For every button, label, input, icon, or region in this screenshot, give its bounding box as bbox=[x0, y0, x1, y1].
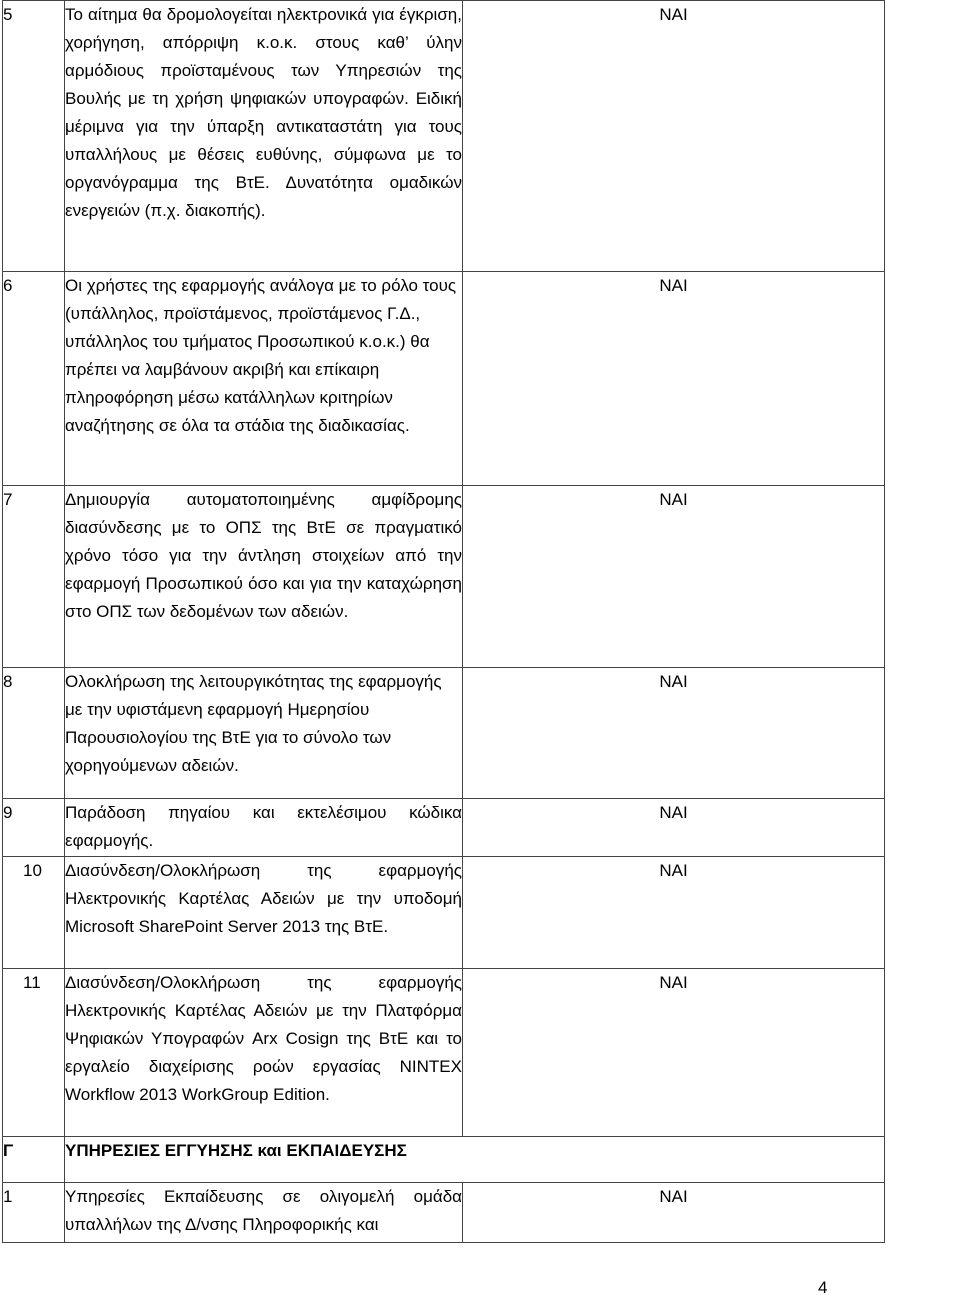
row-answer: ΝΑΙ bbox=[463, 969, 885, 1137]
row-description: Διασύνδεση/Ολοκλήρωση της εφαρμογής Ηλεκτρονικής Καρτέλας Αδειών με την Πλατφόρμα Ψηφιακών Υπογραφών Arx Cosign της ΒτΕ και το εργαλείο διαχείρισης ροών εργασίας NINTEX Workflow 2013 WorkGroup Edition. bbox=[65, 969, 463, 1137]
row-answer: ΝΑΙ bbox=[463, 668, 885, 799]
row-answer: ΝΑΙ bbox=[463, 486, 885, 668]
table-row bbox=[3, 857, 885, 969]
requirements-table bbox=[2, 0, 885, 1243]
table-row bbox=[3, 1183, 885, 1243]
row-description: Διασύνδεση/Ολοκλήρωση της εφαρμογής Ηλεκτρονικής Καρτέλας Αδειών με την υποδομή Microsoft SharePoint Server 2013 της ΒτΕ. bbox=[65, 857, 463, 969]
row-description: Υπηρεσίες Εκπαίδευσης σε ολιγομελή ομάδα υπαλλήλων της Δ/νσης Πληροφορικής και bbox=[65, 1183, 463, 1243]
row-answer: ΝΑΙ bbox=[463, 1183, 885, 1243]
table-row bbox=[3, 1, 885, 272]
section-row bbox=[3, 1137, 885, 1183]
row-answer: ΝΑΙ bbox=[463, 799, 885, 857]
table-row bbox=[3, 668, 885, 799]
row-description: Δημιουργία αυτοματοποιημένης αμφίδρομης διασύνδεσης με το ΟΠΣ της ΒτΕ σε πραγματικό χρόνο τόσο για την άντληση στοιχείων από την εφαρμογή Προσωπικού όσο και για την καταχώρηση στο ΟΠΣ των δεδομένων των αδειών. bbox=[65, 486, 463, 668]
section-letter: Γ bbox=[3, 1137, 65, 1183]
row-number: 11 bbox=[3, 969, 65, 1137]
row-number: 5 bbox=[3, 1, 65, 272]
table-row bbox=[3, 799, 885, 857]
row-answer: ΝΑΙ bbox=[463, 1, 885, 272]
row-number: 1 bbox=[3, 1183, 65, 1243]
row-number: 7 bbox=[3, 486, 65, 668]
row-number: 10 bbox=[3, 857, 65, 969]
row-description: Το αίτημα θα δρομολογείται ηλεκτρονικά για έγκριση, χορήγηση, απόρριψη κ.ο.κ. στους καθ’ ύλην αρμόδιους προϊσταμένους των Υπηρεσιών της Βουλής με τη χρήση ψηφιακών υπογραφών. Ειδική μέριμνα για την ύπαρξη αντικαταστάτη για τους υπαλλήλους με θέσεις ευθύνης, σύμφωνα με το οργανόγραμμα της ΒτΕ. Δυνατότητα ομαδικών ενεργειών (π.χ. διακοπής). bbox=[65, 1, 463, 272]
table-row bbox=[3, 272, 885, 486]
row-description: Παράδοση πηγαίου και εκτελέσιμου κώδικα εφαρμογής. bbox=[65, 799, 463, 857]
row-number: 8 bbox=[3, 668, 65, 799]
row-description: Ολοκλήρωση της λειτουργικότητας της εφαρμογής με την υφιστάμενη εφαρμογή Ημερησίου Παρουσιολογίου της ΒτΕ για το σύνολο των χορηγούμενων αδειών. bbox=[65, 668, 463, 799]
section-title: ΥΠΗΡΕΣΙΕΣ ΕΓΓΥΗΣΗΣ και ΕΚΠΑΙΔΕΥΣΗΣ bbox=[65, 1137, 885, 1183]
row-number: 6 bbox=[3, 272, 65, 486]
page-number: 4 bbox=[818, 1278, 828, 1297]
table-row bbox=[3, 969, 885, 1137]
row-answer: ΝΑΙ bbox=[463, 857, 885, 969]
table-row bbox=[3, 486, 885, 668]
row-number: 9 bbox=[3, 799, 65, 857]
row-description: Οι χρήστες της εφαρμογής ανάλογα με το ρόλο τους (υπάλληλος, προϊστάμενος, προϊστάμενος Γ.Δ., υπάλληλος του τμήματος Προσωπικού κ.ο.κ.) θα πρέπει να λαμβάνουν ακριβή και επίκαιρη πληροφόρηση μέσω κατάλληλων κριτηρίων αναζήτησης σε όλα τα στάδια της διαδικασίας. bbox=[65, 272, 463, 486]
row-answer: ΝΑΙ bbox=[463, 272, 885, 486]
